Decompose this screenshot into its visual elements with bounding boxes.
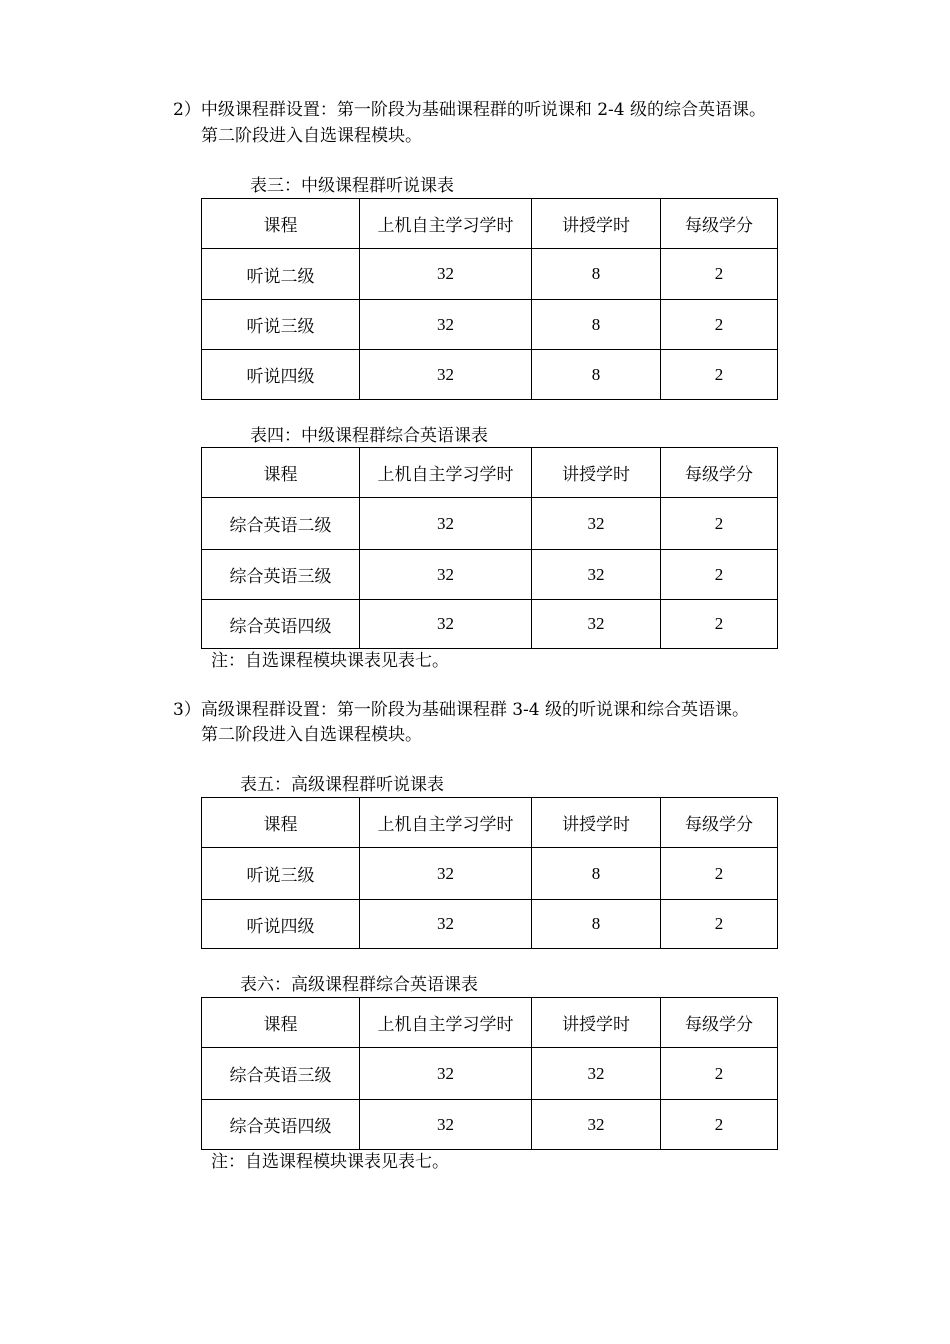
table3-header-cell: 每级学分 <box>661 199 778 249</box>
table-cell: 2 <box>661 550 778 600</box>
table3-header-cell: 课程 <box>202 199 360 249</box>
table-cell: 综合英语四级 <box>202 1100 360 1150</box>
table3-caption: 表三：中级课程群听说课表 <box>250 176 454 196</box>
table-row <box>202 600 778 649</box>
table-cell: 32 <box>532 1100 661 1150</box>
table3 <box>201 198 778 400</box>
table-cell: 8 <box>532 900 661 949</box>
table4-header-cell: 上机自主学习学时 <box>360 448 532 498</box>
table-row <box>202 300 778 350</box>
table-cell: 32 <box>360 900 532 949</box>
table-cell: 2 <box>661 498 778 550</box>
table-cell: 2 <box>661 1100 778 1150</box>
table-cell: 2 <box>661 1048 778 1100</box>
table5 <box>201 797 778 949</box>
table-cell: 32 <box>360 249 532 300</box>
table-cell: 综合英语三级 <box>202 1048 360 1100</box>
table6-header-cell: 每级学分 <box>661 998 778 1048</box>
table-cell: 32 <box>360 550 532 600</box>
table-cell: 32 <box>360 848 532 900</box>
table-cell: 2 <box>661 600 778 649</box>
table3-header-cell: 上机自主学习学时 <box>360 199 532 249</box>
table4-header-cell: 课程 <box>202 448 360 498</box>
table-row <box>202 1100 778 1150</box>
table-cell: 8 <box>532 300 661 350</box>
table-cell: 2 <box>661 249 778 300</box>
table6-caption: 表六：高级课程群综合英语课表 <box>240 975 478 995</box>
table6 <box>201 997 778 1150</box>
table3-header-row <box>202 199 778 249</box>
table-row <box>202 249 778 300</box>
table4-header-cell: 讲授学时 <box>532 448 661 498</box>
table-cell: 8 <box>532 848 661 900</box>
section3-line1: 3）高级课程群设置：第一阶段为基础课程群 3-4 级的听说课和综合英语课。 <box>173 700 749 720</box>
table4-header-cell: 每级学分 <box>661 448 778 498</box>
section2-line2: 第二阶段进入自选课程模块。 <box>201 126 422 146</box>
section3-line2: 第二阶段进入自选课程模块。 <box>201 725 422 745</box>
table5-header-cell: 讲授学时 <box>532 798 661 848</box>
table-row <box>202 498 778 550</box>
table-cell: 听说四级 <box>202 900 360 949</box>
table6-header-row <box>202 998 778 1048</box>
table-cell: 32 <box>360 1048 532 1100</box>
table-cell: 32 <box>532 498 661 550</box>
table-cell: 综合英语三级 <box>202 550 360 600</box>
table-row <box>202 1048 778 1100</box>
table5-header-row <box>202 798 778 848</box>
table-cell: 32 <box>360 300 532 350</box>
table6-note: 注：自选课程模块课表见表七。 <box>211 1152 449 1172</box>
table-cell: 32 <box>532 550 661 600</box>
table-cell: 2 <box>661 900 778 949</box>
table-cell: 32 <box>360 1100 532 1150</box>
table-cell: 32 <box>360 600 532 649</box>
section2-line1: 2）中级课程群设置：第一阶段为基础课程群的听说课和 2-4 级的综合英语课。 <box>173 100 766 120</box>
table-cell: 听说三级 <box>202 848 360 900</box>
table4-header-row <box>202 448 778 498</box>
table4 <box>201 447 778 649</box>
table-cell: 听说二级 <box>202 249 360 300</box>
table-cell: 听说四级 <box>202 350 360 400</box>
table-cell: 2 <box>661 350 778 400</box>
table-row <box>202 550 778 600</box>
table5-header-cell: 上机自主学习学时 <box>360 798 532 848</box>
table-cell: 听说三级 <box>202 300 360 350</box>
table-cell: 2 <box>661 300 778 350</box>
table-cell: 综合英语四级 <box>202 600 360 649</box>
table-cell: 8 <box>532 350 661 400</box>
table5-caption: 表五：高级课程群听说课表 <box>240 775 444 795</box>
table5-header-cell: 课程 <box>202 798 360 848</box>
table-cell: 2 <box>661 848 778 900</box>
table3-header-cell: 讲授学时 <box>532 199 661 249</box>
table-cell: 32 <box>532 1048 661 1100</box>
table-row <box>202 350 778 400</box>
table-cell: 32 <box>360 498 532 550</box>
table-cell: 32 <box>360 350 532 400</box>
table-cell: 32 <box>532 600 661 649</box>
table6-header-cell: 上机自主学习学时 <box>360 998 532 1048</box>
table-cell: 8 <box>532 249 661 300</box>
table6-header-cell: 讲授学时 <box>532 998 661 1048</box>
table4-caption: 表四：中级课程群综合英语课表 <box>250 426 488 446</box>
table-row <box>202 848 778 900</box>
table6-header-cell: 课程 <box>202 998 360 1048</box>
table-row <box>202 900 778 949</box>
table-cell: 综合英语二级 <box>202 498 360 550</box>
table4-note: 注：自选课程模块课表见表七。 <box>211 651 449 671</box>
table5-header-cell: 每级学分 <box>661 798 778 848</box>
